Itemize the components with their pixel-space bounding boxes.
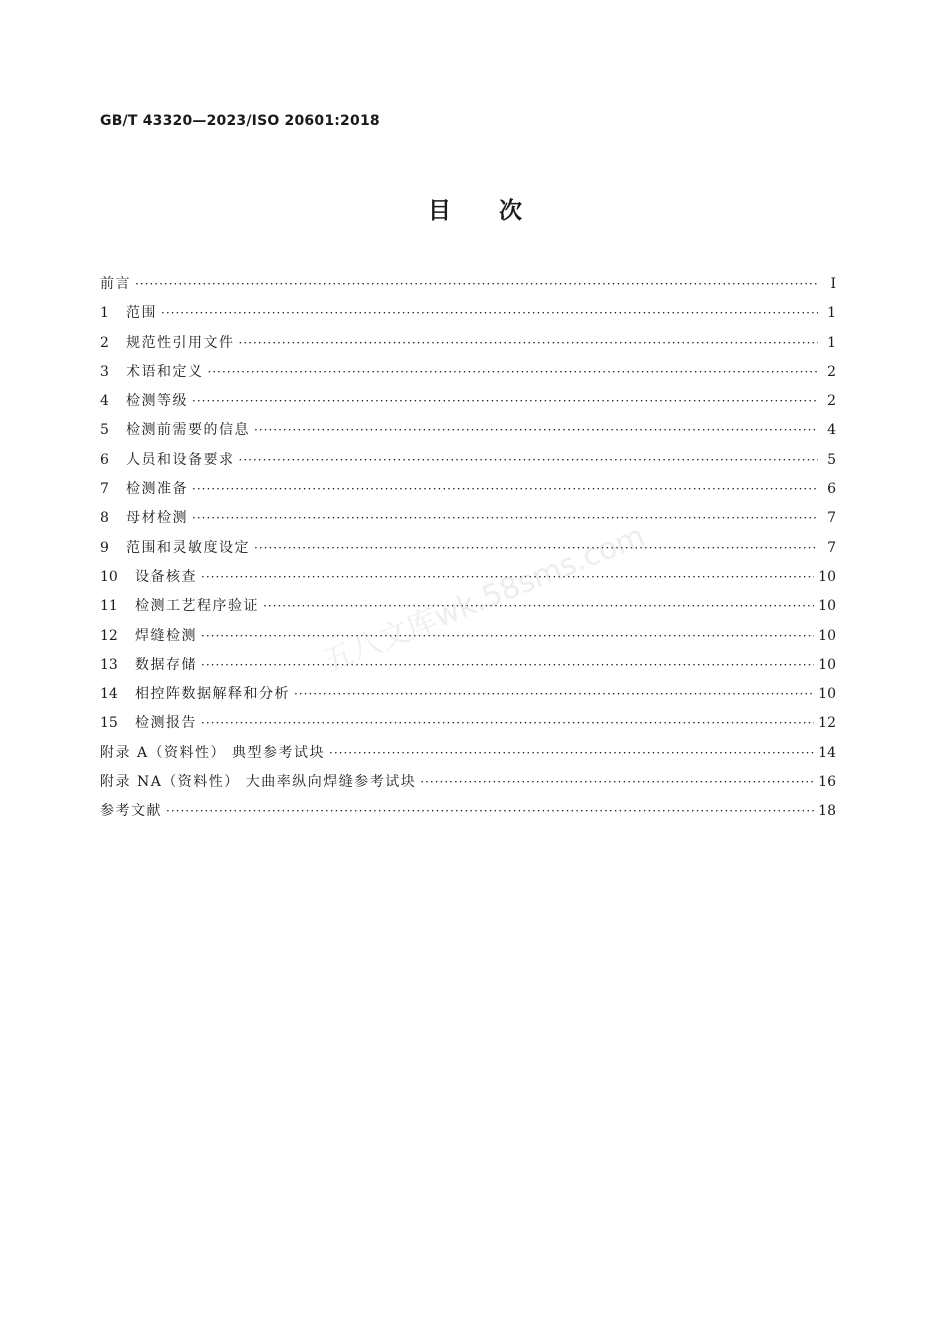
toc-entry-number: 10 <box>100 568 118 585</box>
toc-entry-number: 1 <box>100 305 109 322</box>
toc-entry-label: 人员和设备要求 <box>126 451 235 468</box>
toc-entry-label: 前言 <box>100 276 131 292</box>
toc-entry[interactable] <box>100 680 836 709</box>
toc-entry[interactable] <box>100 270 836 299</box>
toc-entry-label: 规范性引用文件 <box>126 334 235 351</box>
toc-entry[interactable] <box>100 446 836 475</box>
toc-entry-page: 1 <box>827 305 836 322</box>
toc-entry-label: 母材检测 <box>126 510 188 527</box>
toc-entry-number: 4 <box>100 393 109 410</box>
toc-entry-page: 10 <box>818 656 836 673</box>
toc-entry-label: 检测前需要的信息 <box>126 422 250 439</box>
toc-leader <box>201 651 814 680</box>
toc-leader <box>192 504 818 533</box>
toc-entry-label: 数据存储 <box>135 656 197 673</box>
toc-entry-label: 相控阵数据解释和分析 <box>135 686 290 703</box>
toc-entry-label: 设备核查 <box>135 568 197 585</box>
toc-entry-page: Ⅰ <box>830 276 836 292</box>
toc-entry-label: 检测报告 <box>135 715 197 732</box>
toc-leader <box>294 680 814 709</box>
toc-entry[interactable] <box>100 709 836 738</box>
toc-entry-page: 5 <box>827 451 836 468</box>
toc-entry-page: 12 <box>818 715 836 732</box>
toc-entry-number: 2 <box>100 334 109 351</box>
toc-entry-page: 10 <box>818 627 836 644</box>
toc-entry-label: 参考文献 <box>100 803 162 820</box>
toc-entry-label: 焊缝检测 <box>135 627 197 644</box>
toc-leader <box>161 299 818 328</box>
toc-leader <box>239 329 819 358</box>
toc-entry-label: 检测准备 <box>126 481 188 498</box>
toc-title: 目次 <box>428 198 570 224</box>
toc-entry-number: 12 <box>100 627 118 644</box>
toc-entry-number: 9 <box>100 539 109 556</box>
watermark: 五八文库wk.58sms.com <box>317 518 650 680</box>
toc-entry-page: 7 <box>827 510 836 527</box>
standard-code: GB/T 43320—2023/ISO 20601:2018 <box>100 113 380 129</box>
toc-entry-page: 18 <box>818 803 836 820</box>
toc-entry[interactable] <box>100 768 836 797</box>
toc-entry[interactable] <box>100 797 836 826</box>
toc-entry-label: 术语和定义 <box>126 363 204 380</box>
toc-entry-page: 10 <box>818 598 836 615</box>
toc-entry-number: 13 <box>100 656 118 673</box>
toc-entry[interactable] <box>100 299 836 328</box>
toc-entry[interactable] <box>100 358 836 387</box>
toc-entry[interactable] <box>100 651 836 680</box>
toc-entry-label: 附录 A（资料性） 典型参考试块 <box>100 744 326 761</box>
toc-entry-number: 8 <box>100 510 109 527</box>
toc-entry[interactable] <box>100 416 836 445</box>
toc-entry[interactable] <box>100 329 836 358</box>
toc-entry-page: 6 <box>827 481 836 498</box>
toc-entry-number: 5 <box>100 422 109 439</box>
toc-entry-page: 1 <box>827 334 836 351</box>
toc-entry[interactable] <box>100 387 836 416</box>
toc-entry-number: 3 <box>100 363 109 380</box>
toc-entry-page: 14 <box>818 744 836 761</box>
toc-entry-number: 11 <box>100 598 118 615</box>
toc-leader <box>254 416 818 445</box>
toc-leader <box>201 709 814 738</box>
toc-leader <box>192 387 818 416</box>
table-of-contents <box>100 270 836 827</box>
toc-entry[interactable] <box>100 475 836 504</box>
toc-leader <box>135 270 818 299</box>
toc-leader <box>329 739 814 768</box>
toc-leader <box>192 475 818 504</box>
toc-entry[interactable] <box>100 534 836 563</box>
toc-entry-page: 7 <box>827 539 836 556</box>
toc-leader <box>201 622 814 651</box>
toc-leader <box>239 446 819 475</box>
toc-leader <box>208 358 819 387</box>
toc-entry-label: 检测工艺程序验证 <box>135 598 259 615</box>
toc-entry-page: 2 <box>827 393 836 410</box>
toc-entry-label: 范围和灵敏度设定 <box>126 539 250 556</box>
toc-entry-page: 2 <box>827 363 836 380</box>
toc-entry-label: 附录 NA（资料性） 大曲率纵向焊缝参考试块 <box>100 774 417 791</box>
toc-entry-label: 检测等级 <box>126 393 188 410</box>
toc-entry-label: 范围 <box>126 305 157 322</box>
toc-entry[interactable] <box>100 504 836 533</box>
toc-entry-page: 10 <box>818 686 836 703</box>
toc-entry-number: 7 <box>100 481 109 498</box>
toc-entry-page: 10 <box>818 568 836 585</box>
toc-entry[interactable] <box>100 739 836 768</box>
toc-entry-number: 14 <box>100 686 118 703</box>
toc-leader <box>166 797 814 826</box>
toc-entry-number: 6 <box>100 451 109 468</box>
toc-entry-page: 4 <box>827 422 836 439</box>
toc-entry[interactable] <box>100 622 836 651</box>
toc-leader <box>420 768 814 797</box>
toc-entry-number: 15 <box>100 715 118 732</box>
toc-entry-page: 16 <box>818 774 836 791</box>
